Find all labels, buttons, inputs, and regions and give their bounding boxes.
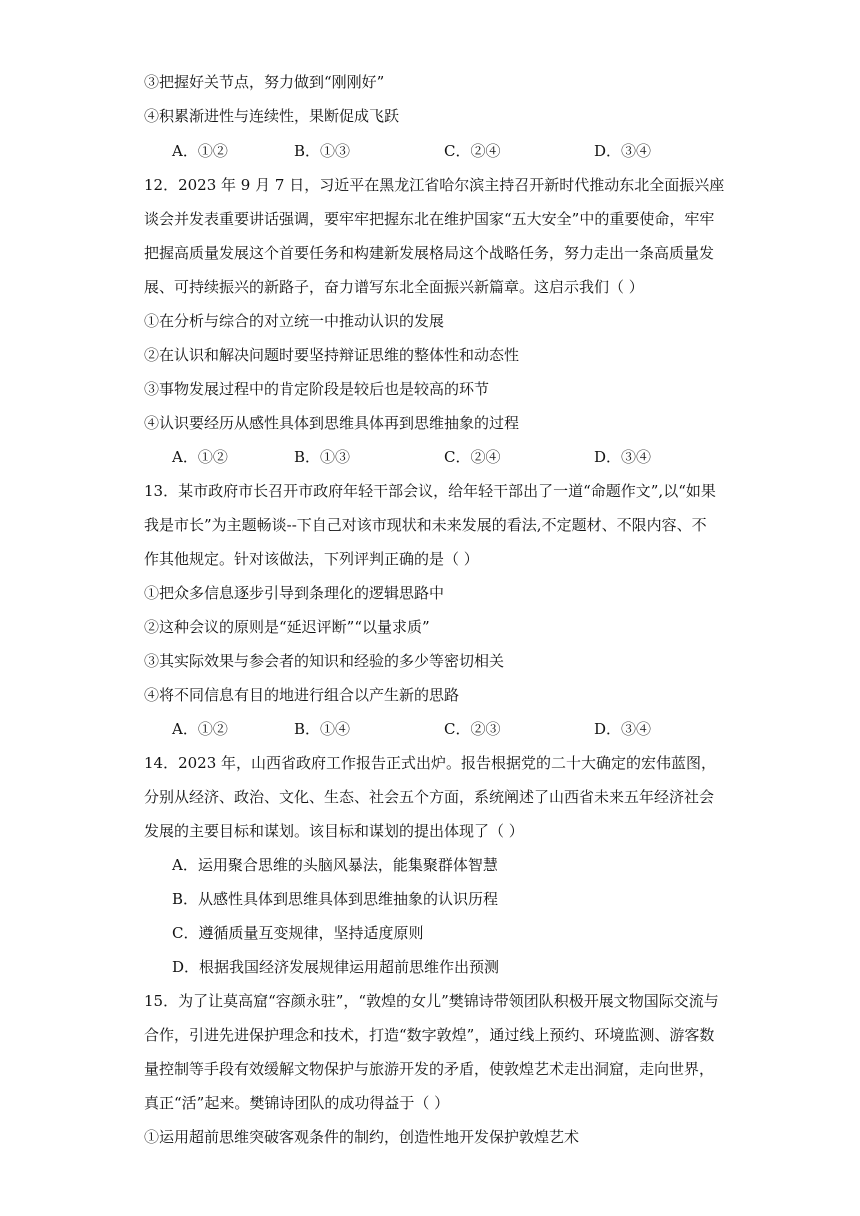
question-text: 真正“活”起来。樊锦诗团队的成功得益于（ ） [144, 1094, 450, 1112]
option-c: C．②④ [444, 142, 501, 160]
question-text: 分别从经济、政治、文化、生态、社会五个方面，系统阐述了山西省未来五年经济社会 [144, 788, 715, 806]
statement: ④认识要经历从感性具体到思维具体再到思维抽象的过程 [144, 414, 520, 432]
statement-4: ④积累渐进性与连续性，果断促成飞跃 [144, 107, 400, 125]
question-text: 我是市长”为主题畅谈--下自己对该市现状和未来发展的看法,不定题材、不限内容、不 [144, 516, 707, 534]
option-d: D．③④ [594, 720, 652, 738]
option-c: C．②③ [444, 720, 501, 738]
option-b: B．①③ [294, 142, 351, 160]
statement: ③其实际效果与参会者的知识和经验的多少等密切相关 [144, 652, 505, 670]
option-a: A．①② [172, 720, 228, 738]
statement: ③事物发展过程中的肯定阶段是较后也是较高的环节 [144, 380, 490, 398]
question-text: 谈会并发表重要讲话强调，要牢牢把握东北在维护国家“五大安全”中的重要使命，牢牢 [144, 210, 715, 228]
statement: ①运用超前思维突破客观条件的制约，创造性地开发保护敦煌艺术 [144, 1128, 580, 1146]
choice-b: B．从感性具体到思维具体到思维抽象的认识历程 [172, 890, 499, 908]
statement: ①在分析与综合的对立统一中推动认识的发展 [144, 312, 445, 330]
question-text: 作其他规定。针对该做法，下列评判正确的是（ ） [144, 550, 479, 568]
question-text: 发展的主要目标和谋划。该目标和谋划的提出体现了（ ） [144, 822, 524, 840]
choice-d: D．根据我国经济发展规律运用超前思维作出预测 [172, 958, 500, 976]
question-text: 14．2023 年，山西省政府工作报告正式出炉。报告根据党的二十大确定的宏伟蓝图， [144, 754, 717, 772]
option-b: B．①③ [294, 448, 351, 466]
statement: ①把众多信息逐步引导到条理化的逻辑思路中 [144, 584, 445, 602]
option-b: B．①④ [294, 720, 351, 738]
statement-3: ③把握好关节点，努力做到“刚刚好” [144, 73, 385, 91]
choice-a: A．运用聚合思维的头脑风暴法，能集聚群体智慧 [172, 856, 498, 874]
choice-c: C．遵循质量互变规律，坚持适度原则 [172, 924, 424, 942]
answer-options [172, 447, 772, 467]
statement: ②这种会议的原则是“延迟评断”“以量求质” [144, 618, 430, 636]
question-text: 13．某市政府市长召开市政府年轻干部会议，给年轻干部出了一道“命题作文”,以“如果 [144, 482, 716, 500]
option-d: D．③④ [594, 448, 652, 466]
answer-options [172, 719, 772, 739]
option-d: D．③④ [594, 142, 652, 160]
question-text: 展、可持续振兴的新路子，奋力谱写东北全面振兴新篇章。这启示我们（ ） [144, 278, 644, 296]
question-text: 量控制等手段有效缓解文物保护与旅游开发的矛盾，使敦煌艺术走出洞窟，走向世界， [144, 1060, 715, 1078]
statement: ②在认识和解决问题时要坚持辩证思维的整体性和动态性 [144, 346, 520, 364]
question-text: 把握高质量发展这个首要任务和构建新发展格局这个战略任务，努力走出一条高质量发 [144, 244, 715, 262]
option-c: C．②④ [444, 448, 501, 466]
option-a: A．①② [172, 448, 228, 466]
question-text: 12．2023 年 9 月 7 日，习近平在黑龙江省哈尔滨主持召开新时代推动东北全面振兴座 [144, 176, 725, 194]
answer-options [172, 141, 772, 161]
question-text: 15．为了让莫高窟“容颜永驻”，“敦煌的女儿”樊锦诗带领团队积极开展文物国际交流与 [144, 992, 719, 1010]
option-a: A．①② [172, 142, 228, 160]
statement: ④将不同信息有目的地进行组合以产生新的思路 [144, 686, 460, 704]
question-text: 合作，引进先进保护理念和技术，打造“数字敦煌”，通过线上预约、环境监测、游客数 [144, 1026, 715, 1044]
